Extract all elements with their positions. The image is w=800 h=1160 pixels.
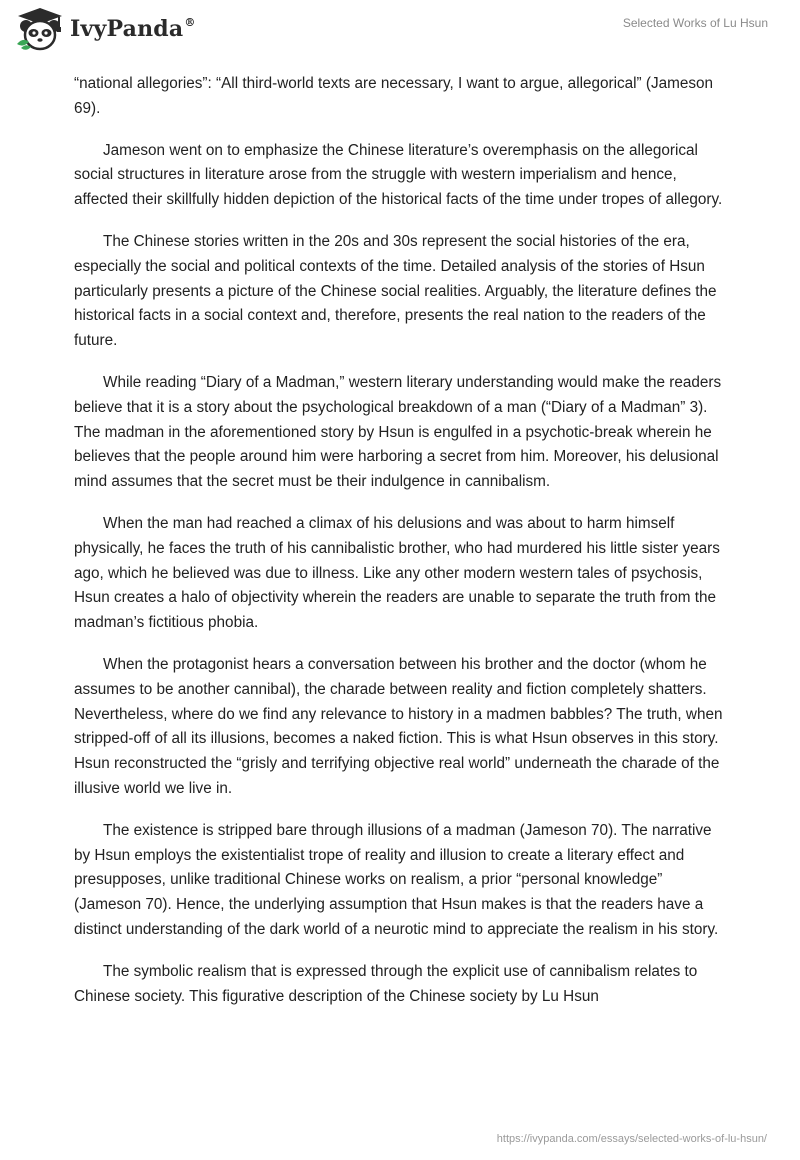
paragraph-6: When the protagonist hears a conversation between his brother and the doctor (whom he assumes to be another cannibal), the charade between reality and fiction completely shatters. Nevertheless, where do we find any relevance to history in a madmen babbles? The truth, when stripped-off of all its illusions, becomes a naked fiction. This is what Hsun observes in this story. Hsun reconstructed the “grisly and terrifying objective real world” underneath the charade of the illusive world we live in. <box>74 655 723 797</box>
document-title: Selected Works of Lu Hsun <box>622 16 768 30</box>
paragraph-5: When the man had reached a climax of his delusions and was about to harm himself physically, he faces the truth of his cannibalistic brother, who had murdered his little sister years ago, which he believed was due to illness. Like any other modern western tales of psychosis, Hsun creates a halo of objectivity wherein the readers are unable to separate the truth from the madman’s fictitious phobia. <box>74 514 720 632</box>
paragraph-4: While reading “Diary of a Madman,” western literary understanding would make the readers believe that it is a story about the psychological breakdown of a man (“Diary of a Madman” 3). The madman in the aforementioned story by Hsun is engulfed in a psychotic-break wherein he believes that the people around him were harboring a secret from him. Moreover, his delusional mind assumes that the secret must be their indulgence in cannibalism. <box>74 373 722 491</box>
paragraph-2: Jameson went on to emphasize the Chinese literature’s overemphasis on the allegorical social structures in literature arose from the struggle with western imperialism and hence, affected their skillfully hidden depiction of the historical facts of the time under tropes of allegory. <box>74 141 723 209</box>
panda-graduate-icon <box>14 6 66 52</box>
paragraph-7: The existence is stripped bare through illusions of a madman (Jameson 70). The narrative by Hsun employs the existentialist trope of reality and illusion to create a literary effect and presupposes, unlike traditional Chinese works on realism, a prior “personal knowledge” (Jameson 70). Hence, the underlying assumption that Hsun makes is that the readers have a distinct understanding of the dark world of a neurotic mind to appreciate the realism in his story. <box>74 821 719 938</box>
essay-body <box>74 72 726 1026</box>
paragraph-1: “national allegories”: “All third-world texts are necessary, I want to argue, allegorical” (Jameson 69). <box>74 75 714 117</box>
paragraph-8: The symbolic realism that is expressed through the explicit use of cannibalism relates to Chinese society. This figurative description of the Chinese society by Lu Hsun <box>74 962 698 1005</box>
brand-name: IvyPanda® <box>70 16 196 42</box>
page-header <box>0 0 800 64</box>
paragraph-3: The Chinese stories written in the 20s and 30s represent the social histories of the era, especially the social and political contexts of the time. Detailed analysis of the stories of Hsun particularly presents a picture of the Chinese social realities. Arguably, the literature defines the historical facts in a social context and, therefore, presents the real nation to the readers of the future. <box>74 232 717 350</box>
source-url[interactable]: https://ivypanda.com/essays/selected-works-of-lu-hsun/ <box>496 1133 767 1145</box>
ivypanda-logo[interactable] <box>14 6 196 52</box>
